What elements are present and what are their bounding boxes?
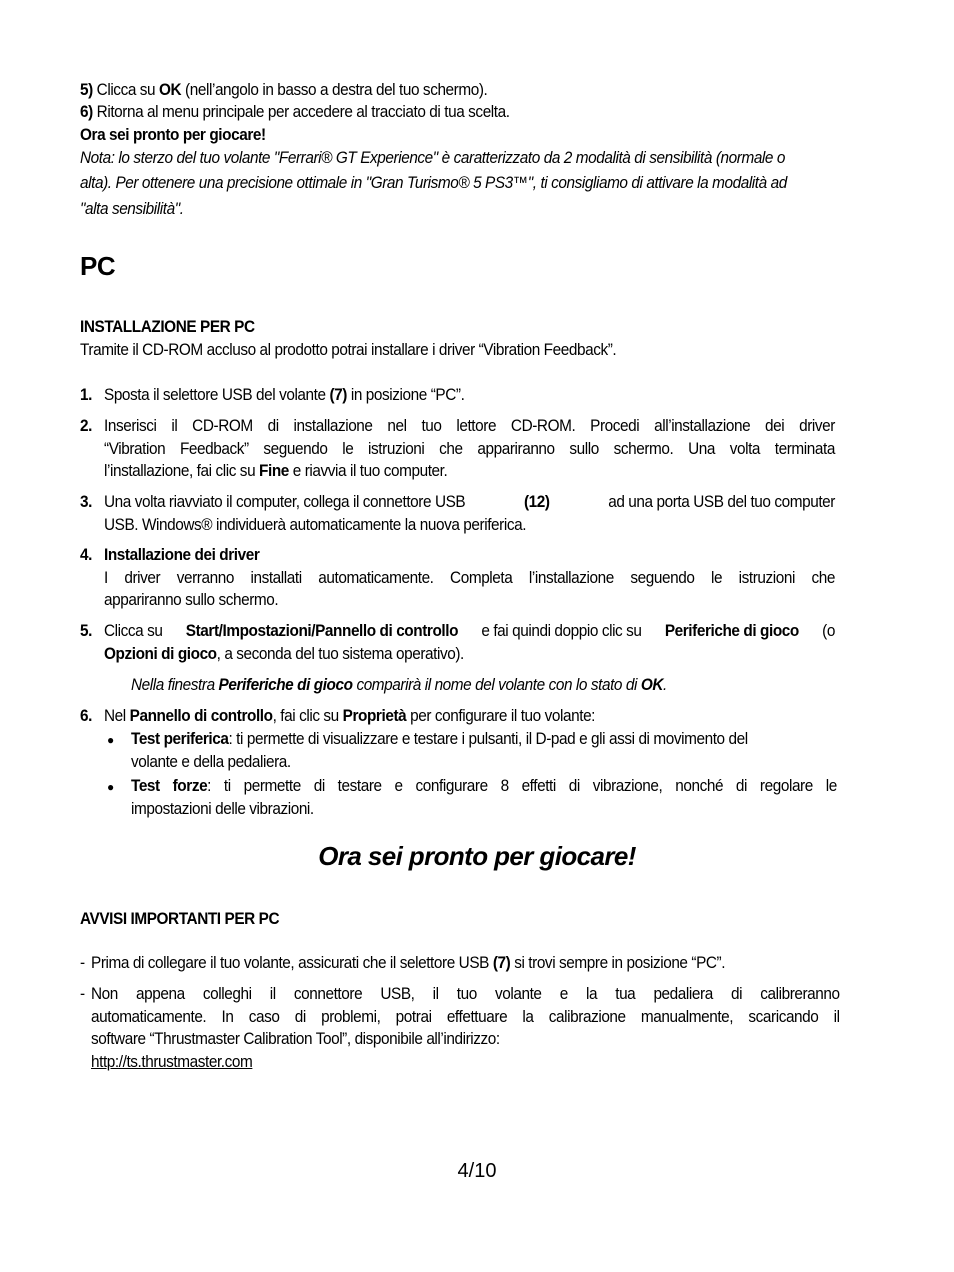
step-4-number: 4. <box>80 546 92 564</box>
step-5-note: Nella finestra Periferiche di gioco comparirà il nome del volante con lo stato di OK. <box>131 676 667 694</box>
bullet-test-forze: Test forze: ti permette di testare e configurare 8 effetti di vibrazione, nonché di regolare le impostazioni delle vibrazioni. <box>131 777 837 818</box>
warning-dash: - <box>80 954 85 972</box>
step-1-number: 1. <box>80 386 92 404</box>
note-line-2: alta). Per ottenere una precisione ottimale in "Gran Turismo® 5 PS3™", ti consigliamo di attivare la modalità ad <box>80 174 787 192</box>
warning-dash: - <box>80 985 85 1003</box>
bullet-test-periferica: Test periferica: ti permette di visualizzare e testare i pulsanti, il D-pad e gli assi di movimento del volante e della pedaliera. <box>131 730 748 771</box>
bullet-icon: ● <box>107 733 115 747</box>
step-2-text: Inserisci il CD-ROM di installazione nel tuo lettore CD-ROM. Procedi all’installazione dei driver “Vibration Feedback” seguendo le istruzioni che appariranno sullo schermo. Una volta terminata l’installazione, fai clic su Fine e riavvia il tuo computer. <box>104 417 835 481</box>
warnings-heading: AVVISI IMPORTANTI PER PC <box>80 910 280 928</box>
step-6-line: 6) Ritorna al menu principale per accedere al tracciato di tua scelta. <box>80 103 510 121</box>
step-1-text: Sposta il selettore USB del volante (7) in posizione “PC”. <box>104 386 465 404</box>
warning-1: Prima di collegare il tuo volante, assicurati che il selettore USB (7) si trovi sempre in posizione “PC”. <box>91 954 726 972</box>
step-6-number: 6. <box>80 707 92 725</box>
ready-line: Ora sei pronto per giocare! <box>80 126 266 144</box>
section-title-pc: PC <box>80 251 116 281</box>
step-5-line: 5) Clicca su OK (nell’angolo in basso a destra del tuo schermo). <box>80 81 488 99</box>
step-5-number: 5. <box>80 622 92 640</box>
step-4-text: Installazione dei driver I driver verranno installati automaticamente. Completa l’installazione seguendo le istruzioni che appariranno sullo schermo. <box>104 546 835 610</box>
step-5-text: Clicca su Start/Impostazioni/Pannello di controllo e fai quindi doppio clic su Periferiche di gioco (o Opzioni di gioco, a seconda del tuo sistema operativo). <box>104 622 835 663</box>
step-3-text: Una volta riavviato il computer, collega il connettore USB (12) ad una porta USB del tuo computer USB. Windows® individuerà automaticamente la nuova periferica. <box>104 493 835 534</box>
step-2-number: 2. <box>80 417 92 435</box>
step-6-text: Nel Pannello di controllo, fai clic su Proprietà per configurare il tuo volante: <box>104 707 596 725</box>
install-intro: Tramite il CD-ROM accluso al prodotto potrai installare i driver “Vibration Feedback”. <box>80 341 617 359</box>
ready-heading: Ora sei pronto per giocare! <box>318 841 636 871</box>
page-number: 4/10 <box>457 1160 497 1182</box>
thrustmaster-link[interactable]: http://ts.thrustmaster.com <box>91 1052 253 1071</box>
bullet-icon: ● <box>107 780 115 794</box>
note-line-1: Nota: lo sterzo del tuo volante "Ferrari® GT Experience" è caratterizzato da 2 modalità di sensibilità (normale o <box>80 149 785 167</box>
note-line-3: "alta sensibilità". <box>80 200 184 218</box>
warning-2: Non appena colleghi il connettore USB, il tuo volante e la tua pedaliera di calibreranno automaticamente. In caso di problemi, potrai effettuare la calibrazione manualmente, scaricando il software “Thrustmaster Calibration Tool”, disponibile all’indirizzo: http://ts.thrustmaster.com <box>91 985 840 1071</box>
step-3-number: 3. <box>80 493 92 511</box>
install-heading: INSTALLAZIONE PER PC <box>80 318 255 336</box>
